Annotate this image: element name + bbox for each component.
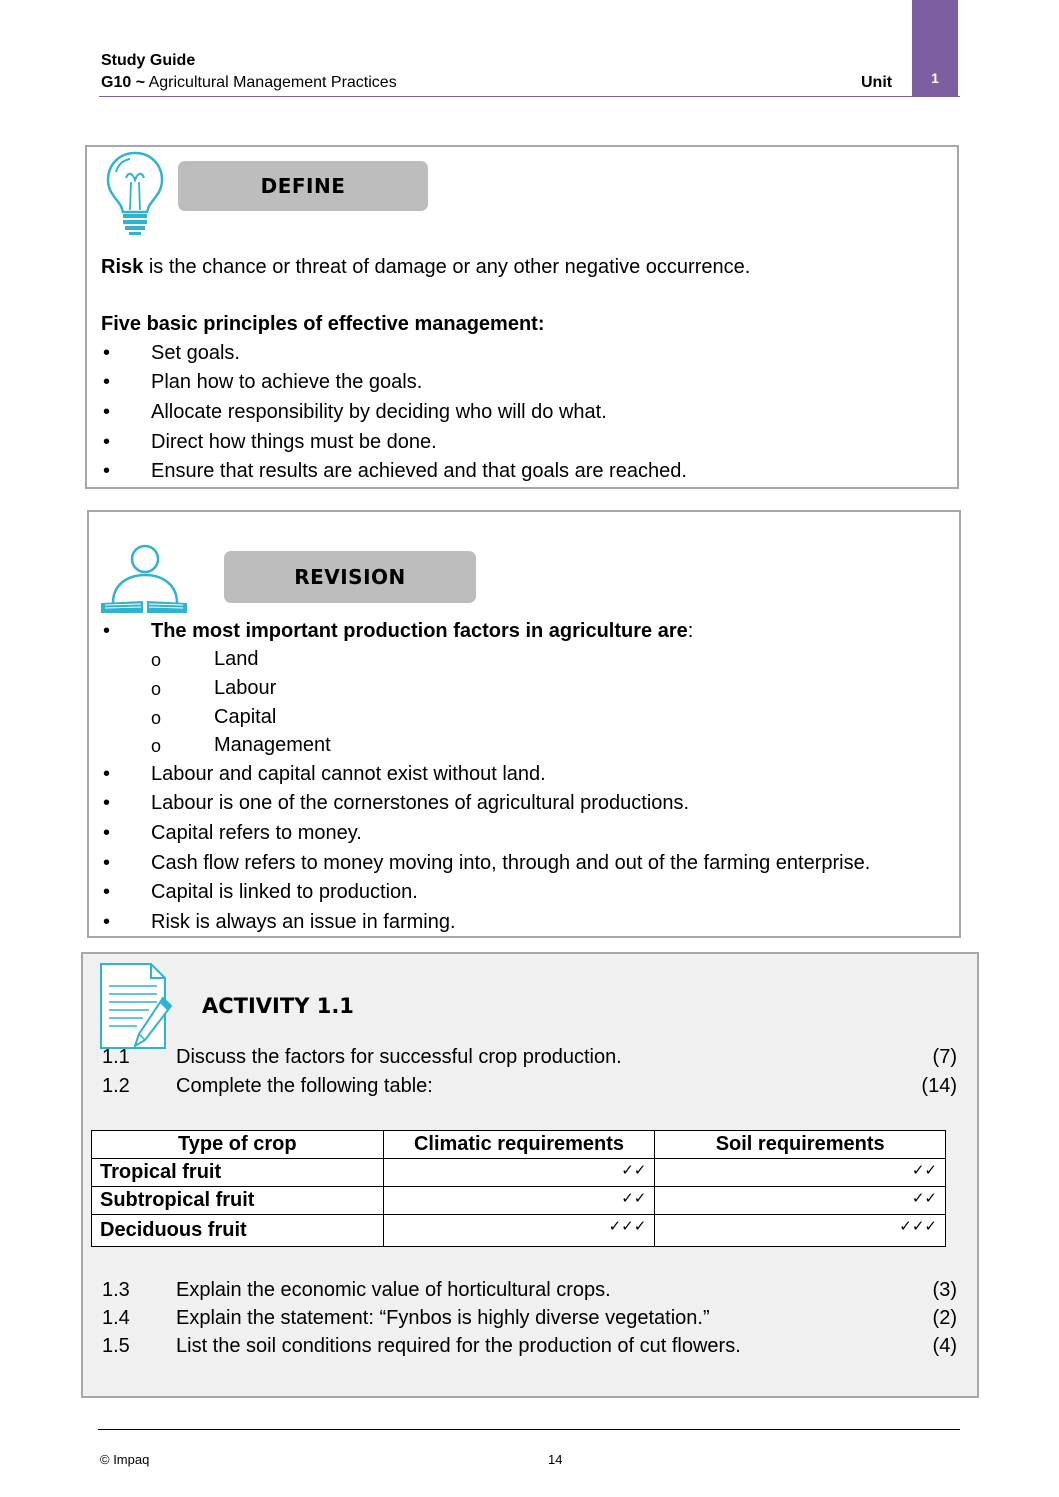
define-label: DEFINE [178, 161, 428, 211]
crop-requirements-table [91, 1130, 946, 1247]
guide-subtitle [101, 74, 397, 92]
bullet-icon: • [103, 401, 111, 423]
revision-point: Labour and capital cannot exist without land. [151, 763, 546, 785]
crop-cell: Deciduous fruit [92, 1215, 384, 1247]
soil-marks-cell: ✓✓ [655, 1187, 946, 1215]
bullet-icon: • [103, 763, 111, 785]
bullet-icon: • [103, 620, 111, 642]
column-header: Climatic requirements [383, 1131, 655, 1159]
principles-heading: Five basic principles of effective management: [101, 313, 545, 335]
guide-title: Study Guide [101, 52, 196, 69]
page-number: 14 [548, 1452, 563, 1467]
factor-item: Land [214, 648, 259, 670]
principle-item: Direct how things must be done. [151, 431, 437, 453]
sub-bullet-icon: o [151, 679, 162, 699]
question-text: List the soil conditions required for the production of cut flowers. [176, 1335, 741, 1357]
risk-term: Risk [101, 256, 144, 278]
unit-number: 1 [931, 70, 939, 86]
question-number: 1.5 [102, 1335, 130, 1357]
question-marks: (4) [932, 1335, 957, 1357]
question-number: 1.3 [102, 1279, 130, 1301]
sub-bullet-icon: o [151, 650, 162, 670]
principle-item: Ensure that results are achieved and that goals are reached. [151, 460, 687, 482]
table-row [92, 1215, 946, 1247]
question-marks: (14) [921, 1075, 957, 1097]
question-text: Explain the economic value of horticultural crops. [176, 1279, 611, 1301]
copyright-text: © Impaq [100, 1452, 150, 1467]
column-header: Type of crop [92, 1131, 384, 1159]
question-number: 1.4 [102, 1307, 130, 1329]
question-marks: (2) [932, 1307, 957, 1329]
footer-divider [98, 1429, 960, 1430]
factors-lead-colon: : [687, 620, 694, 642]
climatic-marks-cell: ✓✓✓ [383, 1215, 655, 1247]
factor-item: Labour [214, 677, 277, 699]
bullet-icon: • [103, 371, 111, 393]
bullet-icon: • [103, 822, 111, 844]
unit-tab [912, 0, 958, 96]
revision-point: Cash flow refers to money moving into, through and out of the farming enterprise. [151, 852, 871, 874]
table-header-row [92, 1131, 946, 1159]
crop-cell: Tropical fruit [92, 1159, 384, 1187]
climatic-marks-cell: ✓✓ [383, 1159, 655, 1187]
principle-item: Plan how to achieve the goals. [151, 371, 423, 393]
table-row [92, 1187, 946, 1215]
bullet-icon: • [103, 881, 111, 903]
bullet-icon: • [103, 342, 111, 364]
bullet-icon: • [103, 792, 111, 814]
question-marks: (3) [932, 1279, 957, 1301]
column-header: Soil requirements [655, 1131, 946, 1159]
header-divider [99, 96, 960, 97]
revision-label: REVISION [224, 551, 476, 603]
question-text: Discuss the factors for successful crop production. [176, 1046, 622, 1068]
revision-point: Labour is one of the cornerstones of agricultural productions. [151, 792, 690, 814]
lightbulb-icon [104, 150, 166, 236]
question-number: 1.1 [102, 1046, 130, 1068]
soil-marks-cell: ✓✓ [655, 1159, 946, 1187]
revision-point: Capital is linked to production. [151, 881, 418, 903]
factor-item: Capital [214, 706, 277, 728]
sub-bullet-icon: o [151, 736, 162, 756]
document-pencil-icon [99, 962, 173, 1054]
bullet-icon: • [103, 460, 111, 482]
bullet-icon: • [103, 431, 111, 453]
question-text: Explain the statement: “Fynbos is highly diverse vegetation.” [176, 1307, 710, 1329]
crop-cell: Subtropical fruit [92, 1187, 384, 1215]
revision-point: Risk is always an issue in farming. [151, 911, 456, 933]
grade-label: G10 ~ [101, 74, 146, 91]
reader-icon [99, 543, 189, 615]
risk-text: is the chance or threat of damage or any other negative occurrence. [148, 256, 751, 278]
factor-item: Management [214, 734, 331, 756]
bullet-icon: • [103, 852, 111, 874]
question-marks: (7) [932, 1046, 957, 1068]
revision-point: Capital refers to money. [151, 822, 362, 844]
factors-lead [151, 620, 693, 643]
factors-lead-text: The most important production factors in agriculture are [151, 620, 688, 642]
table-row [92, 1159, 946, 1187]
bullet-icon: • [103, 911, 111, 933]
unit-label: Unit [861, 74, 893, 91]
principle-item: Allocate responsibility by deciding who will do what. [151, 401, 607, 423]
climatic-marks-cell: ✓✓ [383, 1187, 655, 1215]
course-name: Agricultural Management Practices [148, 74, 397, 91]
question-number: 1.2 [102, 1075, 130, 1097]
sub-bullet-icon: o [151, 708, 162, 728]
soil-marks-cell: ✓✓✓ [655, 1215, 946, 1247]
risk-definition [101, 256, 750, 279]
principle-item: Set goals. [151, 342, 240, 364]
question-text: Complete the following table: [176, 1075, 433, 1097]
activity-title: ACTIVITY 1.1 [202, 994, 354, 1018]
